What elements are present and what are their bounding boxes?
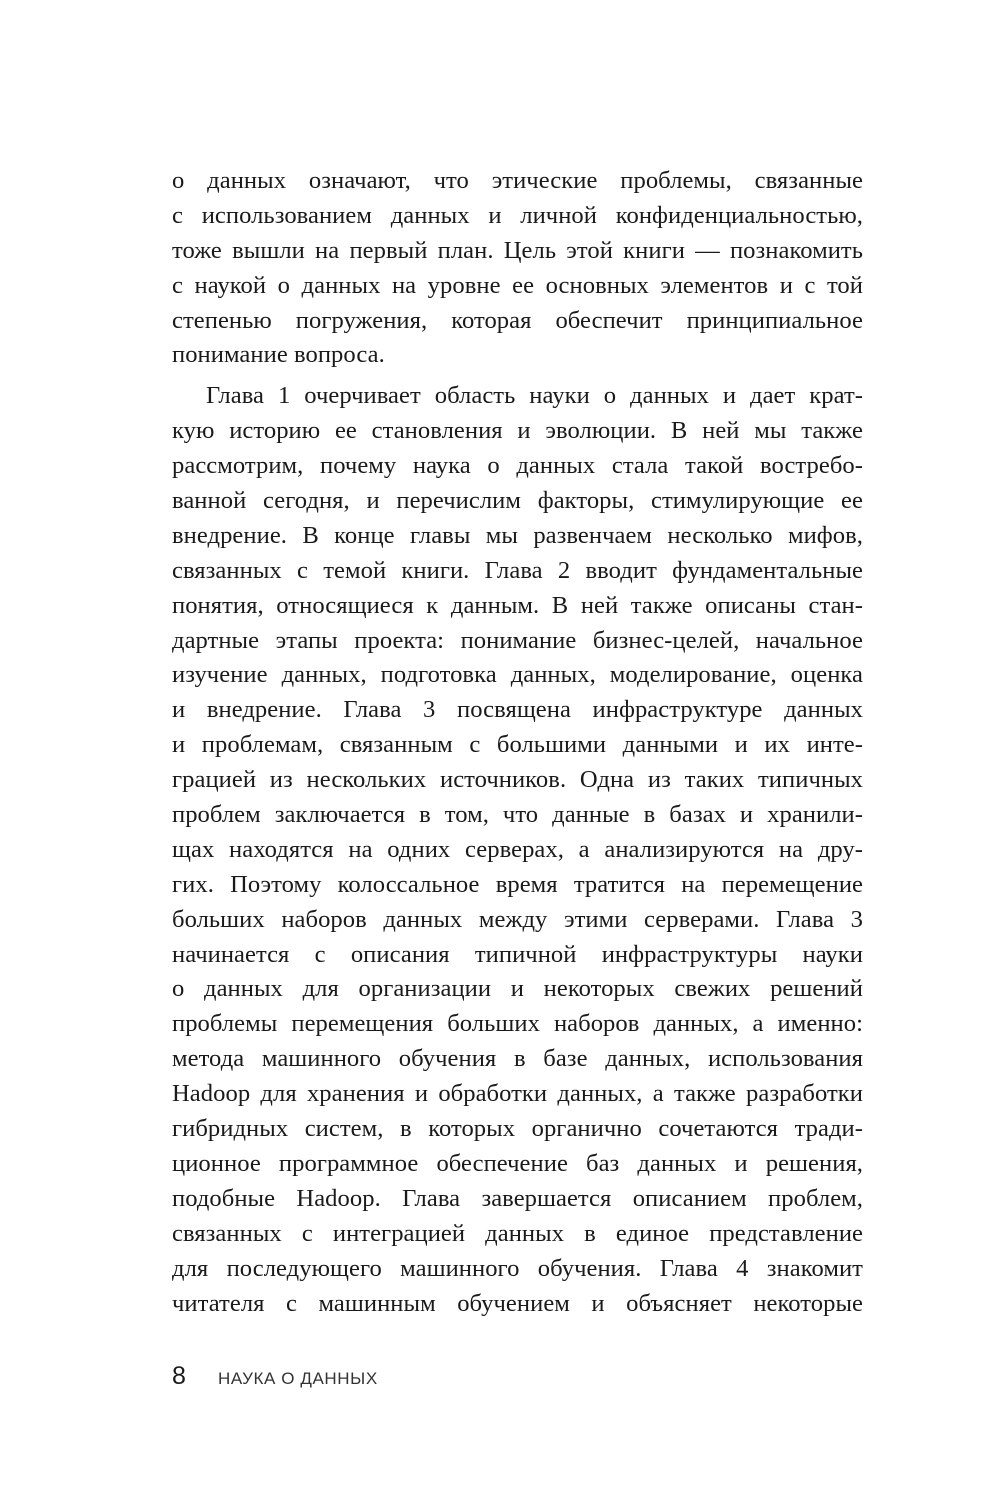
text-line: с наукой о данных на уровне ее основных элементов и с той [172,271,863,299]
page-footer [172,1362,378,1391]
text-line: изучение данных, подготовка данных, моделирование, оценка [172,661,863,689]
text-line: читателя с машинным обучением и объясняет некоторые [172,1289,863,1317]
page-number: 8 [172,1362,186,1390]
text-line: грацией из нескольких источников. Одна из таких типичных [172,766,863,794]
text-line: кую историю ее становления и эволюции. В ней мы также [172,417,863,445]
text-line: больших наборов данных между этими серверами. Глава 3 [172,905,863,933]
running-title: НАУКА О ДАННЫХ [218,1369,378,1388]
text-line: о данных для организации и некоторых свежих решений [172,975,863,1003]
text-line: Глава 1 очерчивает область науки о данных и дает крат- [206,382,863,410]
text-line: подобные Hadoop. Глава завершается описанием проблем, [172,1184,863,1212]
text-line: понятия, относящиеся к данным. В ней также описаны стан- [172,591,863,619]
text-line: тоже вышли на первый план. Цель этой книги — познакомить [172,236,863,264]
text-line: связанных с темой книги. Глава 2 вводит фундаментальные [172,556,863,584]
text-line: дартные этапы проекта: понимание бизнес-целей, начальное [172,626,863,654]
paragraph-2 [172,379,863,1321]
text-line: гибридных систем, в которых органично сочетаются тради- [172,1115,863,1143]
text-line: рассмотрим, почему наука о данных стала такой востребо- [172,452,863,480]
text-line: ванной сегодня, и перечислим факторы, стимулирующие ее [172,487,863,515]
text-line: и проблемам, связанным с большими данными и их инте- [172,731,863,759]
text-line: Hadoop для хранения и обработки данных, а также разработки [172,1080,863,1108]
text-line: для последующего машинного обучения. Глава 4 знакомит [172,1254,863,1282]
text-line: начинается с описания типичной инфраструктуры науки [172,940,863,968]
text-line: гих. Поэтому колоссальное время тратится на перемещение [172,870,863,898]
text-line: о данных означают, что этические проблемы, связанные [172,167,863,194]
body-text [172,164,863,1321]
text-line: степенью погружения, которая обеспечит принципиальное [172,306,863,334]
text-line: и внедрение. Глава 3 посвящена инфраструктуре данных [172,696,863,724]
text-line: связанных с интеграцией данных в единое представление [172,1219,863,1247]
text-line: щах находятся на одних серверах, а анализируются на дру- [172,835,863,863]
text-line: понимание вопроса. [172,341,385,369]
text-line: внедрение. В конце главы мы развенчаем несколько мифов, [172,521,863,549]
text-line: проблем заключается в том, что данные в базах и хранили- [172,801,863,829]
paragraph-1 [172,164,863,373]
text-line: ционное программное обеспечение баз данных и решения, [172,1149,863,1177]
text-line: с использованием данных и личной конфиденциальностью, [172,201,863,229]
text-line: проблемы перемещения больших наборов данных, а именно: [172,1010,863,1038]
text-line: метода машинного обучения в базе данных, использования [172,1045,863,1073]
